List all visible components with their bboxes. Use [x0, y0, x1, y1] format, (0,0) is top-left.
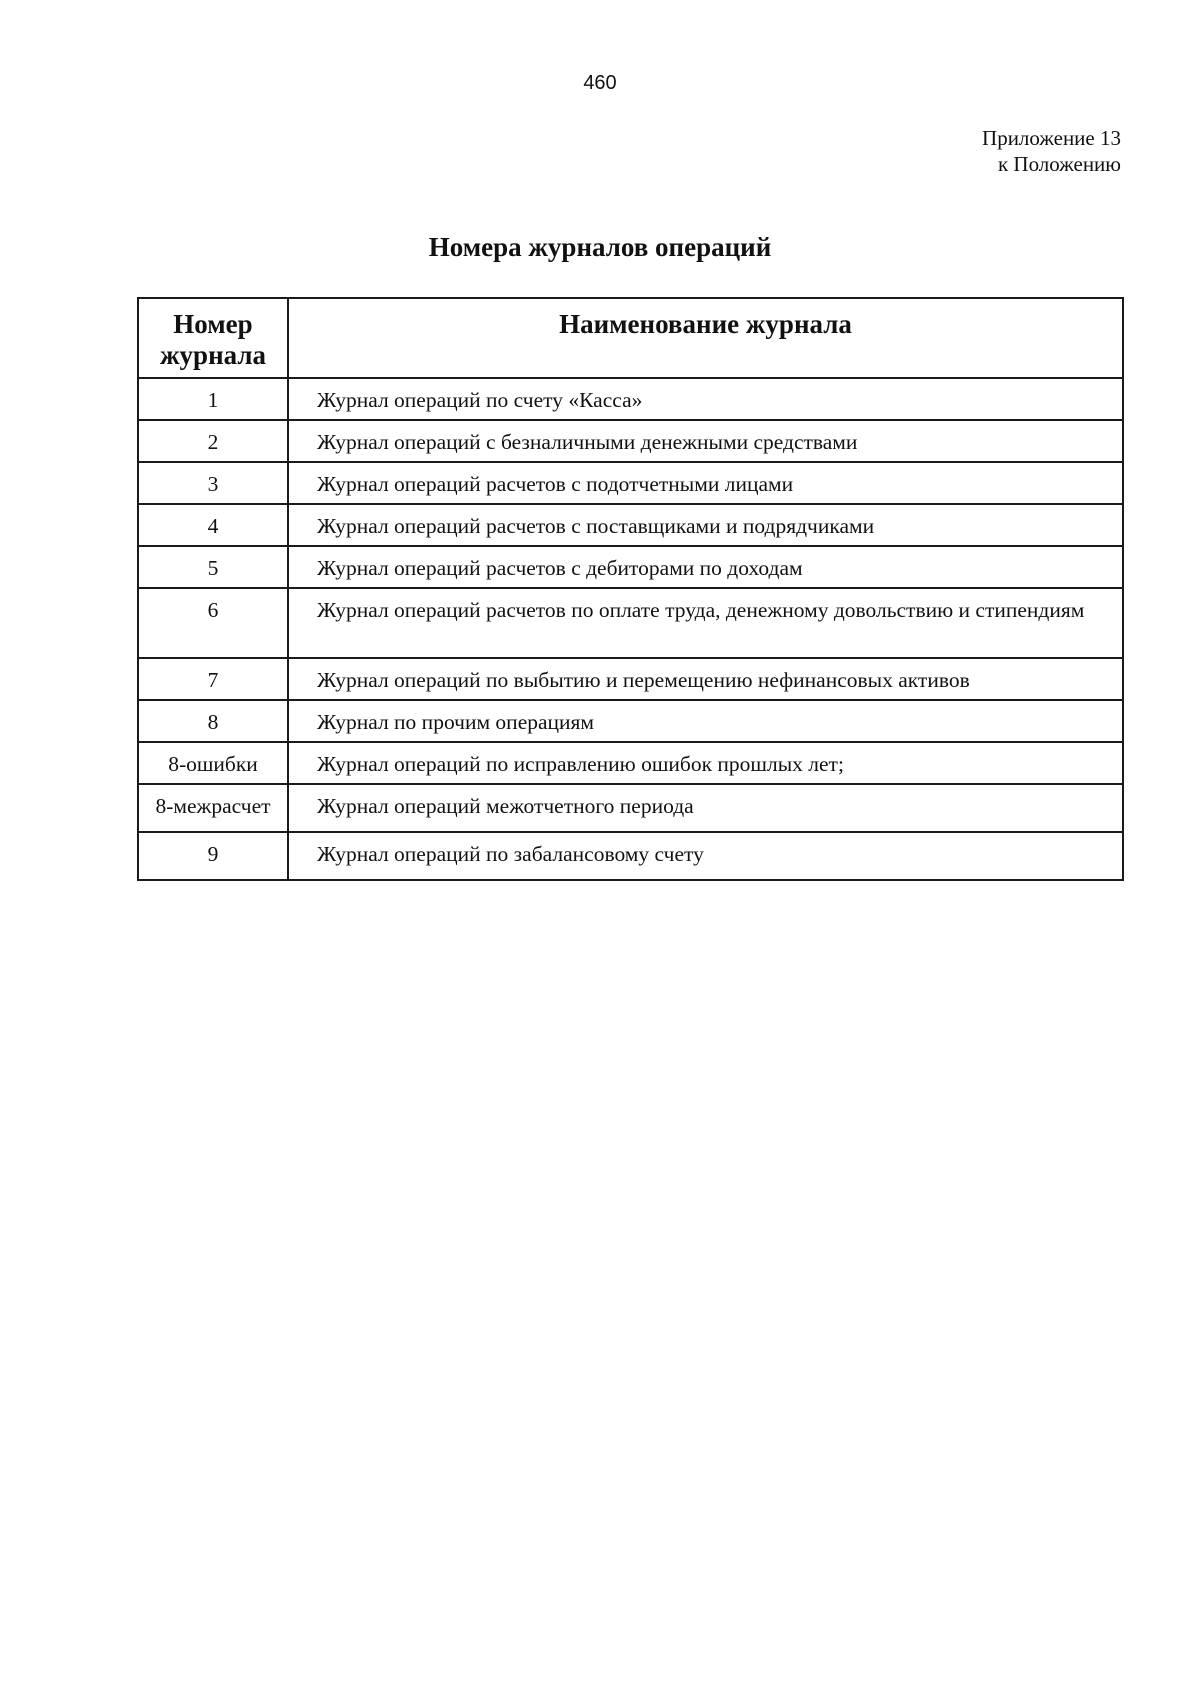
- document-title: Номера журналов операций: [428, 232, 772, 262]
- appendix-reference: [982, 125, 1121, 177]
- header-name: Наименование журнала: [288, 298, 1123, 378]
- table-row: [138, 504, 1123, 546]
- journal-name: Журнал операций с безналичными денежными средствами: [288, 420, 1123, 462]
- journals-table: [137, 297, 1124, 881]
- header-number-line-2: журнала: [159, 340, 267, 370]
- journal-name: Журнал операций по счету «Касса»: [288, 378, 1123, 420]
- table-row: [138, 742, 1123, 784]
- journal-number: 4: [138, 504, 288, 546]
- table-row: [138, 378, 1123, 420]
- table-row: [138, 784, 1123, 832]
- journal-number: 8-межрасчет: [138, 784, 288, 832]
- journal-name: Журнал операций расчетов с дебиторами по доходам: [288, 546, 1123, 588]
- journal-number: 8-ошибки: [138, 742, 288, 784]
- journal-name: Журнал операций по забалансовому счету: [288, 832, 1123, 880]
- journal-number: 2: [138, 420, 288, 462]
- journal-number: 9: [138, 832, 288, 880]
- journal-number: 5: [138, 546, 288, 588]
- journal-name: Журнал операций расчетов с поставщиками и подрядчиками: [288, 504, 1123, 546]
- table-row: [138, 588, 1123, 658]
- journal-number: 1: [138, 378, 288, 420]
- appendix-line-1: Приложение 13: [982, 126, 1121, 150]
- journal-name: Журнал операций по исправлению ошибок прошлых лет;: [288, 742, 1123, 784]
- appendix-line-2: к Положению: [997, 152, 1121, 176]
- journal-number: 7: [138, 658, 288, 700]
- table-row: [138, 546, 1123, 588]
- table-header-row: [138, 298, 1123, 378]
- journal-number: 8: [138, 700, 288, 742]
- journal-name: Журнал операций расчетов с подотчетными лицами: [288, 462, 1123, 504]
- table-row: [138, 420, 1123, 462]
- header-number-line-1: Номер: [173, 309, 253, 339]
- journal-name: Журнал операций межотчетного периода: [288, 784, 1123, 832]
- page-number: 460: [583, 72, 617, 94]
- journal-number: 6: [138, 588, 288, 658]
- journal-name: Журнал по прочим операциям: [288, 700, 1123, 742]
- header-number: [138, 298, 288, 378]
- journal-name: Журнал операций по выбытию и перемещению нефинансовых активов: [288, 658, 1123, 700]
- table-row: [138, 700, 1123, 742]
- journal-number: 3: [138, 462, 288, 504]
- table-row: [138, 462, 1123, 504]
- table-row: [138, 658, 1123, 700]
- journal-name: Журнал операций расчетов по оплате труда, денежному довольствию и стипендиям: [288, 588, 1123, 658]
- table-row: [138, 832, 1123, 880]
